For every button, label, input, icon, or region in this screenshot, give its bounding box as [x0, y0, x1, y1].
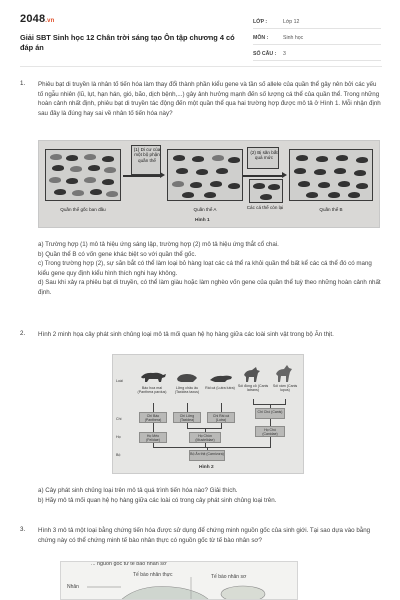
coyote-icon [241, 365, 263, 383]
family-mustelidae: Họ Chồn (Mustelidae) [189, 432, 221, 443]
row-label-family: Họ [116, 435, 121, 439]
origin-population-box [45, 149, 121, 201]
population-a-box [167, 149, 243, 201]
meta-row-subject [253, 31, 381, 45]
arrow-1-head [160, 172, 165, 178]
question-2 [20, 330, 382, 340]
badger-icon [175, 371, 199, 383]
species-otter: Rái cá (Lutra lutra) [205, 386, 235, 390]
figure-3 [60, 561, 298, 600]
tree-line [153, 423, 154, 432]
nucleus-label: Nhân [67, 584, 79, 590]
meta-info [253, 15, 381, 63]
meta-row-class [253, 15, 381, 29]
question-text: Hình 2 minh họa cây phát sinh chủng loại mô tả mối quan hệ họ hàng giữa các loài sinh vật trong bộ Ăn thịt. [38, 331, 334, 338]
genus-panthera: Chi Báo (Panthera) [139, 412, 167, 423]
prokaryote-label: Tế bào nhân sơ [211, 574, 247, 580]
tree-line [207, 447, 208, 450]
question-number: 2. [20, 330, 26, 337]
question-text: Phiêu bạt di truyền là nhân tố tiến hóa làm thay đổi thành phần kiểu gene và tần số allele của quần thể gây nên bởi các yếu tố ngẫu nhiên (lũ, lụt, hạn hán, gió, bão, dịch bệnh,...) gây ảnh hưởng mạnh đến số lượng cá thể của quần thể. Trong những hoàn cảnh nhất định, phiêu bạt di truyền tác động đến một quần thể qua hai trường hợp được mô tả ở Hình 1. Mỗi nhận định sau đây là đúng hay sai về nhân tố tiến hóa này? [38, 81, 381, 118]
question-2-options [20, 486, 382, 505]
migration-box [131, 145, 161, 175]
genus-taxidea: Chi Lửng (Taxidea) [173, 412, 201, 423]
tree-line [221, 403, 222, 412]
meta-value: Lớp 12 [283, 18, 300, 25]
leopard-icon [139, 369, 167, 383]
option-d: d) Sau khi xảy ra phiêu bạt di truyền, có thể làm giàu hoặc làm nghèo vốn gene của quần thể tuỳ theo những hoàn cảnh nhất định. [38, 279, 381, 296]
meta-value: 3 [283, 50, 286, 57]
tree-line [270, 437, 271, 447]
arrow-1 [123, 175, 161, 177]
species-badger: Lửng châu âu (Taxidea taxus) [174, 386, 200, 395]
figure-2-phylogenetic-tree [112, 354, 304, 474]
header-divider [20, 66, 382, 67]
remaining-label: Các cá thể còn lại [246, 205, 284, 210]
pop-a-label: Quần thể A [193, 207, 217, 212]
remaining-box [249, 179, 283, 203]
pop-origin-label: Quần thể gốc ban đầu [60, 207, 106, 212]
option-a: a) Trường hợp (1) mô tả hiệu ứng sáng lập, trường hợp (2) mô tả hiệu ứng thắt cổ chai. [38, 241, 279, 248]
species-wolf: Sói xám (Canis lupus) [272, 384, 298, 393]
row-label-species: Loài [116, 379, 123, 383]
question-3 [20, 526, 382, 545]
tree-line [270, 419, 271, 426]
meta-key: SỐ CÂU : [253, 50, 277, 57]
species-coyote: Sói đồng cỏ (Canis latrans) [237, 384, 269, 393]
population-b-box [289, 149, 373, 201]
option-b: b) Quần thể B có vốn gene khác biệt so với quần thể gốc. [38, 250, 197, 258]
family-felidae: Họ Mèo (Felidae) [139, 432, 167, 443]
tree-line [270, 404, 271, 408]
figure-1 [38, 140, 380, 228]
meta-row-count [253, 47, 381, 61]
option-c: c) Trong trường hợp (2), sự săn bắt có thể làm loại bỏ hàng loạt các cá thể ra khỏi quần thể bất kể các cá thể đó có mang kiểu gene quy định kiểu hình thích nghi hay không. [38, 260, 372, 277]
question-1-options [20, 240, 382, 298]
question-number: 3. [20, 526, 26, 533]
otter-icon [209, 371, 233, 383]
logo-text: 2048 [20, 13, 46, 25]
case-2-label: (2) Bị săn bắt quá mức [250, 150, 278, 161]
arrow-2-head [282, 172, 287, 178]
question-text: Hình 3 mô tả một loại bằng chứng tiến hóa được sử dụng để chứng minh nguồn gốc của sinh giới. Tại sao dựa vào bằng chứng này có thể chứng minh tế bào nhân thực có nguồn gốc từ tế bào nhân sơ? [38, 527, 371, 544]
order-carnivora: Bộ Ăn thịt (Carnivora) [189, 450, 225, 461]
question-1 [20, 80, 382, 119]
meta-key: LỚP : [253, 18, 268, 25]
row-label-genus: Chi [116, 417, 122, 421]
family-canidae: Họ Chó (Canidae) [255, 426, 285, 437]
question-number: 1. [20, 80, 26, 87]
meta-key: MÔN : [253, 34, 269, 41]
site-logo[interactable] [20, 13, 55, 25]
page-title: Giải SBT Sinh học 12 Chân trời sáng tạo Ôn tập chương 4 có đáp án [20, 33, 235, 52]
pop-b-label: Quần thể B [319, 207, 343, 212]
figure-3-title: ... nguồn gốc từ tế bào nhân sơ [91, 561, 167, 567]
tree-line [153, 403, 154, 412]
meta-value: Sinh học [283, 34, 304, 41]
figure-2-caption: Hình 2 [199, 465, 214, 470]
arrow-2 [243, 175, 283, 177]
genus-lutra: Chi Rái cá (Lutra) [207, 412, 235, 423]
tree-line [187, 403, 188, 412]
genus-canis: Chi Chó (Canis) [255, 408, 285, 419]
logo-suffix: .vn [45, 18, 55, 24]
option-a: a) Cây phát sinh chủng loại trên mô tả quá trình tiến hóa nào? Giải thích. [38, 487, 238, 494]
case-1-label: (1) Di cư của một bộ phận quần thể [133, 147, 161, 163]
species-leopard: Báo hoa mai (Panthera pardus) [137, 386, 167, 395]
hunting-box [247, 147, 279, 169]
cell-diagram-icon [61, 562, 298, 600]
row-label-order: Bộ [116, 453, 121, 457]
eukaryote-label: Tế bào nhân thực [133, 572, 173, 578]
tree-line [205, 428, 206, 432]
tree-line [153, 447, 271, 448]
option-b: b) Hãy mô tả mối quan hệ họ hàng giữa các loài có trong cây phát sinh chủng loại trên. [38, 496, 277, 504]
figure-1-caption: Hình 1 [195, 218, 210, 223]
wolf-icon [273, 363, 295, 383]
